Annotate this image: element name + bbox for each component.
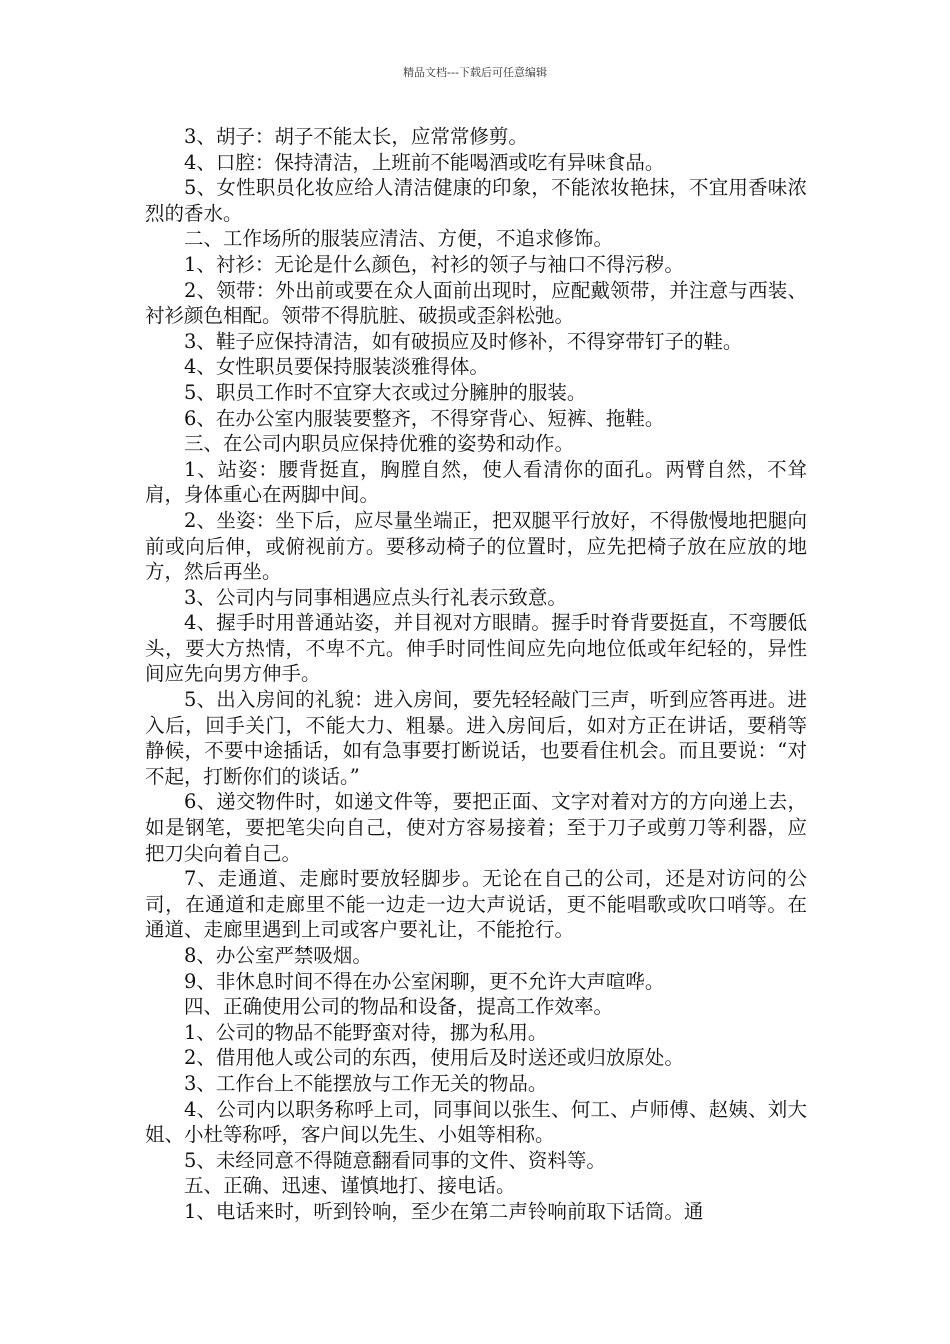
paragraph: 2、坐姿：坐下后，应尽量坐端正，把双腿平行放好，不得傲慢地把腿向前或向后伸，或俯视前方。要移动椅子的位置时，应先把椅子放在应放的地方，然后再坐。 <box>145 508 807 584</box>
paragraph: 1、衬衫：无论是什么颜色，衬衫的领子与袖口不得污秽。 <box>184 252 684 276</box>
paragraph: 3、鞋子应保持清洁，如有破损应及时修补，不得穿带钉子的鞋。 <box>184 329 743 353</box>
paragraph: 3、公司内与同事相遇应点头行礼表示致意。 <box>184 585 567 609</box>
paragraph: 7、走通道、走廊时要放轻脚步。无论在自己的公司，还是对访问的公司，在通道和走廊里不能一边走一边大声说话，更不能唱歌或吹口哨等。在通道、走廊里遇到上司或客户要礼让，不能抢行。 <box>145 867 807 942</box>
paragraph: 4、握手时用普通站姿，并目视对方眼睛。握手时脊背要挺直，不弯腰低头，要大方热情，不卑不亢。伸手时同性间应先向地位低或年纪轻的，异性间应先向男方伸手。 <box>145 611 807 686</box>
paragraph: 4、女性职员要保持服装淡雅得体。 <box>184 355 489 379</box>
paragraph: 4、公司内以职务称呼上司，同事间以张生、何工、卢师傅、赵姨、刘大姐、小杜等称呼，客户间以先生、小姐等相称。 <box>145 1097 807 1147</box>
page-header: 精品文档---下载后可任意编辑 <box>403 66 547 79</box>
paragraph: 3、工作台上不能摆放与工作无关的物品。 <box>184 1071 548 1095</box>
document-body <box>145 124 807 1225</box>
paragraph: 6、在办公室内服装要整齐，不得穿背心、短裤、拖鞋。 <box>184 406 665 430</box>
paragraph: 1、公司的物品不能野蛮对待，挪为私用。 <box>184 1020 548 1044</box>
paragraph: 5、出入房间的礼貌：进入房间，要先轻轻敲门三声，听到应答再进。进入后，回手关门，不能大力、粗暴。进入房间后，如对方正在讲话，要稍等静候，不要中途插话，如有急事要打断说话，也要看住机会。而且要说：“对不起，打断你们的谈话。” <box>145 688 807 788</box>
paragraph: 2、借用他人或公司的东西，使用后及时送还或归放原处。 <box>184 1046 684 1070</box>
paragraph: 8、办公室严禁吸烟。 <box>184 944 372 967</box>
section-heading: 四、正确使用公司的物品和设备，提高工作效率。 <box>184 995 614 1019</box>
paragraph: 3、胡子：胡子不能太长，应常常修剪。 <box>184 125 528 148</box>
paragraph: 2、领带：外出前或要在众人面前出现时，应配戴领带，并注意与西装、衬衫颜色相配。领带不得肮脏、破损或歪斜松弛。 <box>145 278 807 328</box>
paragraph: 1、电话来时，听到铃响，至少在第二声铃响前取下话筒。通 <box>184 1199 704 1223</box>
paragraph: 9、非休息时间不得在办公室闲聊，更不允许大声喧哗。 <box>184 969 665 993</box>
paragraph: 5、职员工作时不宜穿大衣或过分臃肿的服装。 <box>184 380 587 404</box>
section-heading: 二、工作场所的服装应清洁、方便，不追求修饰。 <box>184 227 614 251</box>
section-heading: 三、在公司内职员应保持优雅的姿势和动作。 <box>184 432 575 456</box>
section-heading: 五、正确、迅速、谨慎地打、接电话。 <box>184 1174 516 1198</box>
paragraph: 6、递交物件时，如递文件等，要把正面、文字对着对方的方向递上去，如是钢笔，要把笔尖向自己，使对方容易接着；至于刀子或剪刀等利器，应把刀尖向着自己。 <box>145 790 807 865</box>
paragraph: 4、口腔：保持清洁，上班前不能喝酒或吃有异味食品。 <box>184 150 665 174</box>
paragraph: 5、未经同意不得随意翻看同事的文件、资料等。 <box>184 1148 606 1172</box>
paragraph: 1、站姿：腰背挺直，胸膛自然，使人看清你的面孔。两臂自然，不耸肩，身体重心在两脚中间。 <box>145 457 807 507</box>
paragraph: 5、女性职员化妆应给人清洁健康的印象，不能浓妆艳抹，不宜用香味浓烈的香水。 <box>145 176 807 225</box>
